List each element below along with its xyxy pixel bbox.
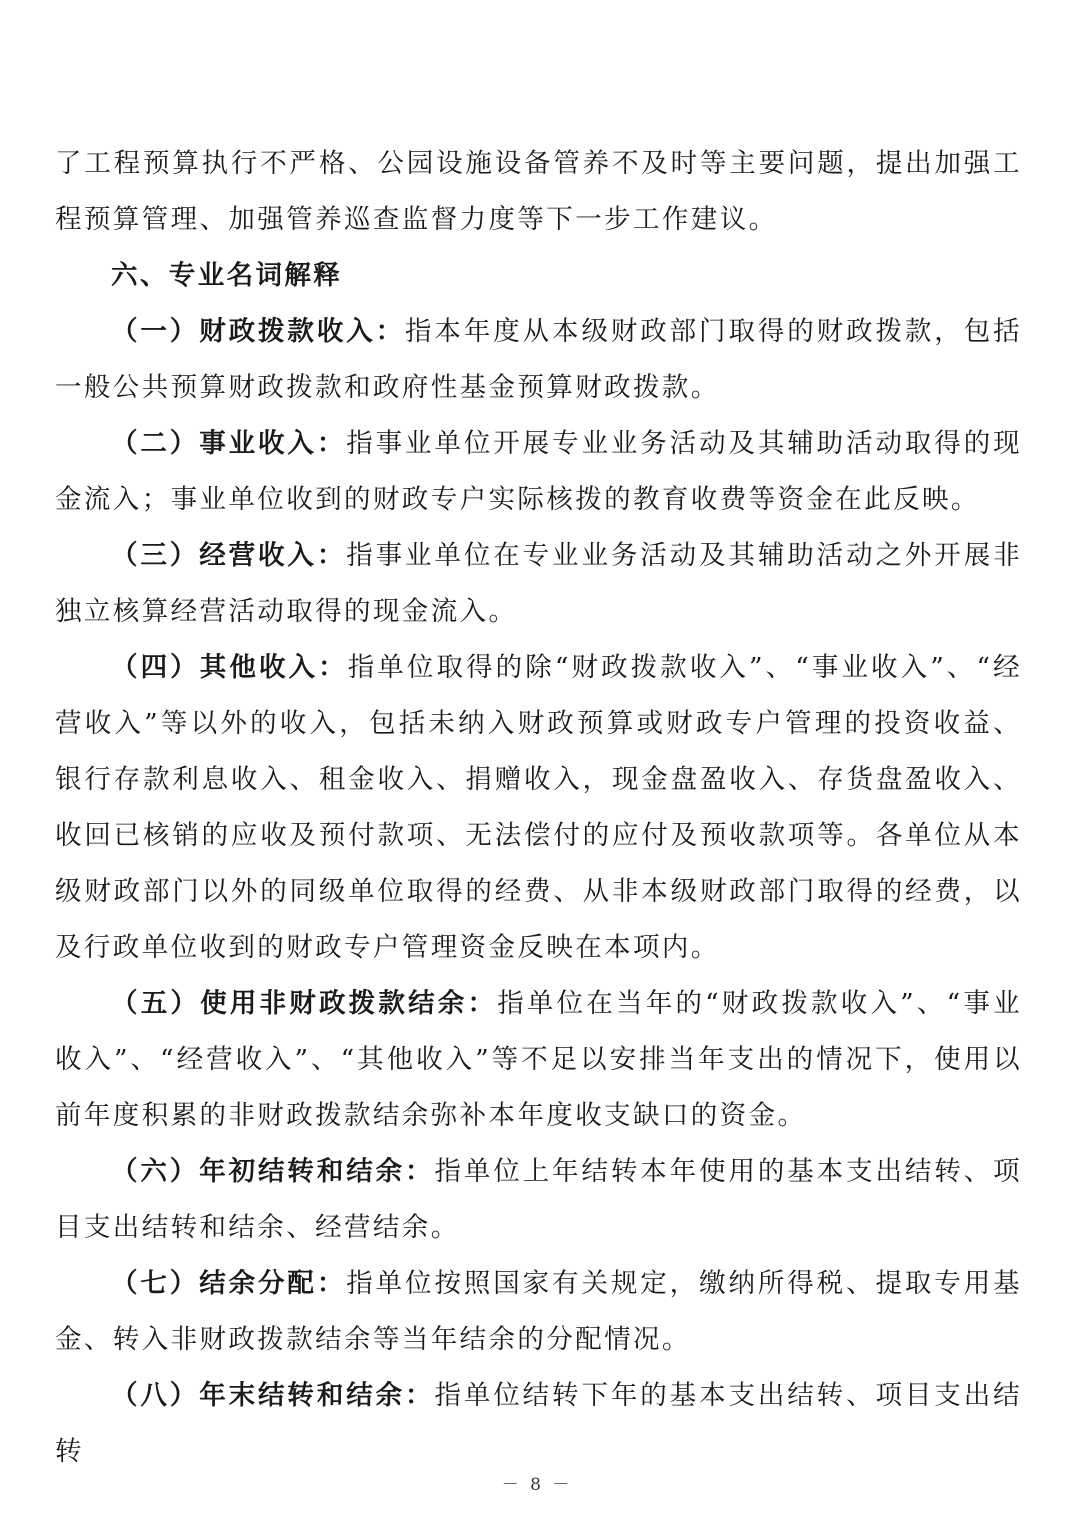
definition-term: （一）财政拨款收入：: [111, 316, 406, 347]
definition-paragraph: [55, 1256, 1022, 1368]
definition-text: 指单位上年结转本年使用的基本支出结转、项目支出结转和结余、经营结余。: [55, 1156, 1022, 1243]
section-heading: 六、专业名词解释: [111, 260, 343, 291]
definition-paragraph: [55, 1368, 1022, 1480]
definition-paragraph: [55, 976, 1022, 1144]
definition-term: （二）事业收入：: [111, 428, 347, 459]
page-number: － 8 －: [501, 1475, 573, 1495]
definition-term: （六）年初结转和结余：: [111, 1156, 435, 1187]
definition-text: 指单位取得的除“财政拨款收入”、“事业收入”、“经营收入”等以外的收入，包括未纳入财政预算或财政专户管理的投资收益、银行存款利息收入、租金收入、捐赠收入，现金盘盈收入、存货盘盈收入、收回已核销的应收及预付款项、无法偿付的应付及预收款项等。各单位从本级财政部门以外的同级单位取得的经费、从非本级财政部门取得的经费，以及行政单位收到的财政专户管理资金反映在本项内。: [55, 652, 1022, 963]
definition-paragraph: [55, 416, 1022, 528]
definition-paragraph: [55, 528, 1022, 640]
definition-text: 指本年度从本级财政部门取得的财政拨款，包括一般公共预算财政拨款和政府性基金预算财政拨款。: [55, 316, 1022, 403]
definition-term: （七）结余分配：: [111, 1268, 347, 1299]
definition-text: 指单位结转下年的基本支出结转、项目支出结转: [55, 1380, 1022, 1467]
definition-text: 指事业单位开展专业业务活动及其辅助活动取得的现金流入；事业单位收到的财政专户实际核拨的教育收费等资金在此反映。: [55, 428, 1023, 515]
definition-paragraph: [55, 304, 1022, 416]
definition-paragraph: [55, 1144, 1022, 1256]
definition-text: 指单位在当年的“财政拨款收入”、“事业收入”、“经营收入”、“其他收入”等不足以安排当年支出的情况下，使用以前年度积累的非财政拨款结余弥补本年度收支缺口的资金。: [55, 988, 1022, 1131]
definition-term: （三）经营收入：: [111, 540, 347, 571]
definition-paragraph: [55, 640, 1022, 976]
definition-term: （八）年末结转和结余：: [111, 1380, 435, 1411]
definition-term: （五）使用非财政拨款结余：: [111, 988, 498, 1019]
definition-text: 指事业单位在专业业务活动及其辅助活动之外开展非独立核算经营活动取得的现金流入。: [55, 540, 1023, 627]
definition-term: （四）其他收入：: [111, 652, 348, 683]
definition-text: 指单位按照国家有关规定，缴纳所得税、提取专用基金、转入非财政拨款结余等当年结余的分配情况。: [55, 1268, 1023, 1355]
intro-paragraph: 了工程预算执行不严格、公园设施设备管养不及时等主要问题，提出加强工程预算管理、加强管养巡查监督力度等下一步工作建议。: [55, 148, 1022, 235]
